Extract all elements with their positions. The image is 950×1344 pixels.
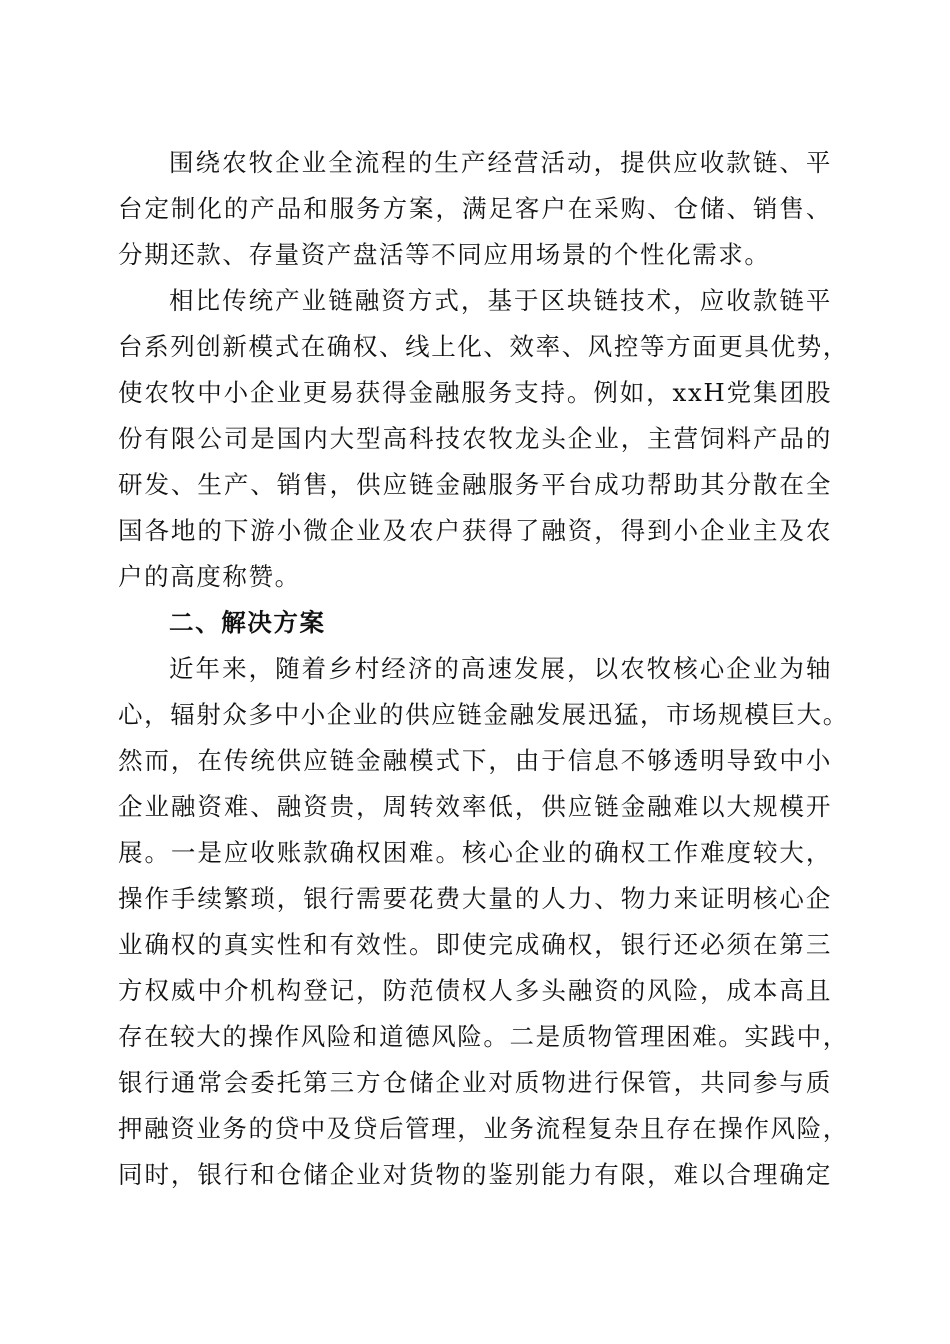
paragraph-line: 业确权的真实性和有效性。即使完成确权，银行还必须在第三 [118,930,832,959]
paragraph-line: 近年来，随着乡村经济的高速发展，以农牧核心企业为轴 [169,654,832,683]
section-heading: 二、解决方案 [169,608,326,637]
paragraph-line: 方权威中介机构登记，防范债权人多头融资的风险，成本高且 [118,976,832,1005]
paragraph-line: 台系列创新模式在确权、线上化、效率、风控等方面更具优势， [118,332,849,361]
paragraph-line: 台定制化的产品和服务方案，满足客户在采购、仓储、销售、 [118,194,832,223]
paragraph-line: 然而，在传统供应链金融模式下，由于信息不够透明导致中小 [118,746,832,775]
paragraph-3 [118,646,849,1198]
paragraph-line: 使农牧中小企业更易获得金融服务支持。例如，xxH党集团股 [118,378,832,407]
paragraph-line: 操作手续繁琐，银行需要花费大量的人力、物力来证明核心企 [118,884,832,913]
document-body [118,140,849,1198]
paragraph-line: 户的高度称赞。 [118,562,301,591]
paragraph-line: 份有限公司是国内大型高科技农牧龙头企业，主营饲料产品的 [118,424,832,453]
paragraph-line: 国各地的下游小微企业及农户获得了融资，得到小企业主及农 [118,516,832,545]
paragraph-2 [118,278,849,600]
paragraph-line: 展。一是应收账款确权困难。核心企业的确权工作难度较大， [118,838,832,867]
paragraph-line: 相比传统产业链融资方式，基于区块链技术，应收款链平 [169,286,832,315]
paragraph-line: 围绕农牧企业全流程的生产经营活动，提供应收款链、平 [169,148,832,177]
paragraph-line: 银行通常会委托第三方仓储企业对质物进行保管，共同参与质 [118,1068,832,1097]
paragraph-line: 押融资业务的贷中及贷后管理，业务流程复杂且存在操作风险， [118,1114,849,1143]
paragraph-1 [118,140,832,278]
paragraph-line: 分期还款、存量资产盘活等不同应用场景的个性化需求。 [118,240,771,269]
paragraph-line: 研发、生产、销售，供应链金融服务平台成功帮助其分散在全 [118,470,832,499]
paragraph-line: 心，辐射众多中小企业的供应链金融发展迅猛，市场规模巨大。 [118,700,849,729]
paragraph-line: 存在较大的操作风险和道德风险。二是质物管理困难。实践中， [118,1022,849,1051]
paragraph-line: 企业融资难、融资贵，周转效率低，供应链金融难以大规模开 [118,792,832,821]
paragraph-line: 同时，银行和仓储企业对货物的鉴别能力有限，难以合理确定 [118,1160,832,1189]
